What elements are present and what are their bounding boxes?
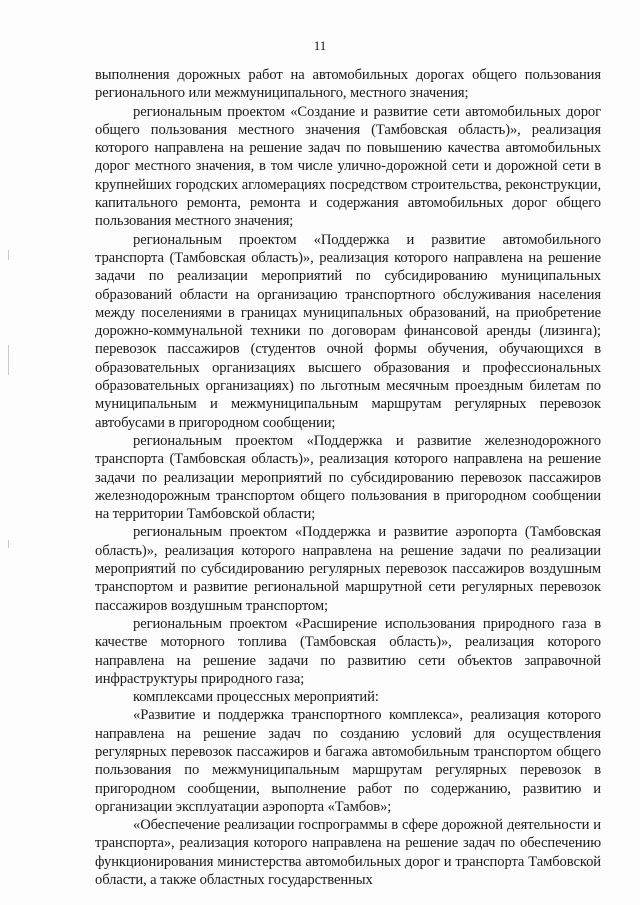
paragraph: «Развитие и поддержка транспортного комплекса», реализация которого направлена на решение задач по созданию условий для осуществления регулярных перевозок пассажиров и багажа автомобильным транспортом общего пользования по межмуниципальным маршрутам регулярных перевозок в пригородном сообщении, выполнение работ по содержанию, развитию и организации эксплуатации аэропорта «Тамбов»; [95,707,601,815]
paragraph: региональным проектом «Расширение использования природного газа в качестве моторного топлива (Тамбовская область)», реализация которого направлена на решение задачи по развитию сети объектов заправочной инфраструктуры природного газа; [95,615,601,687]
scan-margin-mark [8,250,9,260]
paragraph: комплексами процессных мероприятий: [133,689,379,706]
paragraph: выполнения дорожных работ на автомобильных дорогах общего пользования регионального или межмуниципального, местного значения; [95,67,601,102]
document-body [95,66,601,889]
paragraph: «Обеспечение реализации госпрограммы в сфере дорожной деятельности и транспорта», реализация которого направлена на решение задач по обеспечению функционирования министерства автомобильных дорог и транспорта Тамбовской области, а также областных государственных [95,817,601,889]
paragraph: региональным проектом «Поддержка и развитие аэропорта (Тамбовская область)», реализация которого направлена на решение задачи по реализации мероприятий по субсидированию регулярных перевозок пассажиров воздушным транспортом и развитие региональной маршрутной сети регулярных перевозок пассажиров воздушным транспортом; [95,524,601,614]
paragraph: региональным проектом «Поддержка и развитие железнодорожного транспорта (Тамбовская область)», реализация которого направлена на решение задачи по реализации мероприятий по субсидированию перевозок пассажиров железнодорожным транспортом общего пользования в пригородном сообщении на территории Тамбовской области; [95,432,601,523]
page-number: 11 [313,38,327,53]
paragraph: региональным проектом «Создание и развитие сети автомобильных дорог общего пользования местного значения (Тамбовская область)», реализация которого направлена на решение задач по повышению качества автомобильных дорог местного значения, в том числе улично-дорожной сети и дорожной сети в крупнейших городских агломерациях посредством строительства, реконструкции, капитального ремонта, ремонта и содержания автомобильных дорог общего пользования местного значения; [95,103,601,230]
paragraph: региональным проектом «Поддержка и развитие автомобильного транспорта (Тамбовская область)», реализация которого направлена на решение задачи по реализации мероприятий по субсидированию муниципальных образований области на организацию транспортного обслуживания населения между поселениями в границах муниципальных образований, на приобретение дорожно-коммунальной техники по договорам финансовой аренды (лизинга); перевозок пассажиров (студентов очной формы обучения, обучающихся в образовательных организациях высшего образования и профессиональных образовательных организациях) по льготным месячным проездным билетам по муниципальным и межмуниципальным маршрутам регулярных перевозок автобусами в пригородном сообщении; [95,231,601,431]
scan-margin-mark [8,540,9,548]
scan-margin-mark [8,345,9,375]
